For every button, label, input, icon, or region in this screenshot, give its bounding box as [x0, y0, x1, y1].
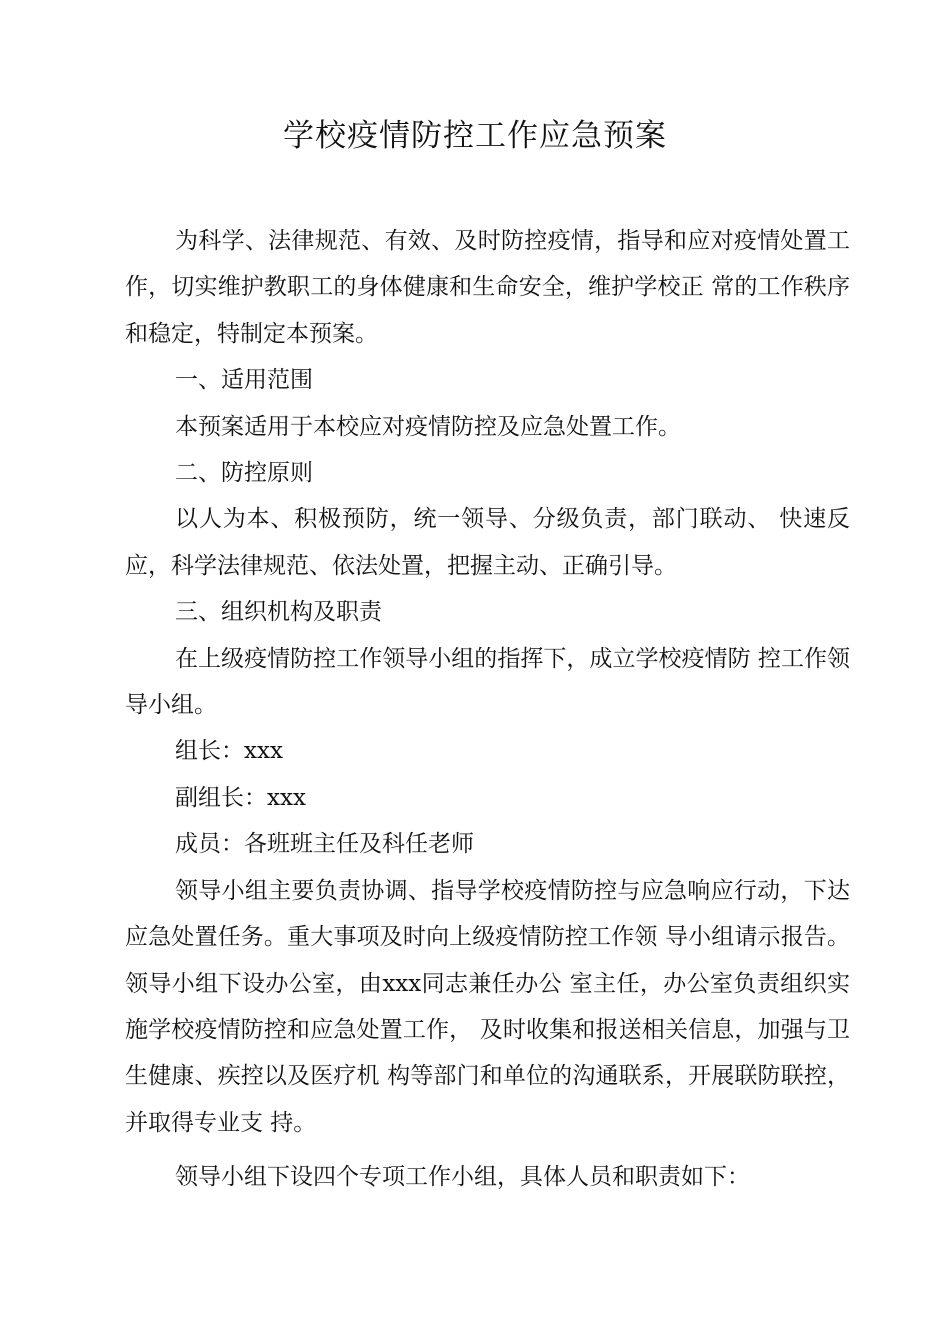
section-heading-organization: 三、组织机构及职责 — [175, 599, 382, 626]
document-body — [125, 218, 850, 1201]
leader-line: 组长：xxx — [175, 738, 283, 765]
scope-paragraph: 本预案适用于本校应对疫情防控及应急处置工作。 — [175, 413, 681, 440]
section-heading-principles: 二、防控原则 — [175, 460, 313, 487]
subgroups-paragraph: 领导小组下设四个专项工作小组，具体人员和职责如下： — [175, 1164, 750, 1191]
organization-paragraph: 在上级疫情防控工作领导小组的指挥下，成立学校疫情防 控工作领导小组。 — [125, 645, 850, 719]
responsibilities-paragraph: 领导小组主要负责协调、指导学校疫情防控与应急响应行动，下达应急处置任务。重大事项及时向上级疫情防控工作领 导小组请示报告。领导小组下设办公室，由xxx同志兼任办公 室主任，办公室负责组织实施学校疫情防控和应急处置工作， 及时收集和报送相关信息，加强与卫生健康、疾控以及医疗机 构等部门和单位的沟通联系，开展联防联控，并取得专业支 持。 — [125, 877, 850, 1136]
deputy-leader-line: 副组长：xxx — [175, 784, 306, 811]
members-line: 成员：各班班主任及科任老师 — [175, 831, 474, 858]
intro-paragraph: 为科学、法律规范、有效、及时防控疫情，指导和应对疫情处置工作，切实维护教职工的身体健康和生命安全，维护学校正 常的工作秩序和稳定，特制定本预案。 — [125, 228, 850, 347]
section-heading-scope: 一、适用范围 — [175, 367, 313, 394]
document-title: 学校疫情防控工作应急预案 — [283, 118, 667, 154]
principles-paragraph: 以人为本、积极预防，统一领导、分级负责，部门联动、 快速反应，科学法律规范、依法处置，把握主动、正确引导。 — [125, 506, 850, 579]
